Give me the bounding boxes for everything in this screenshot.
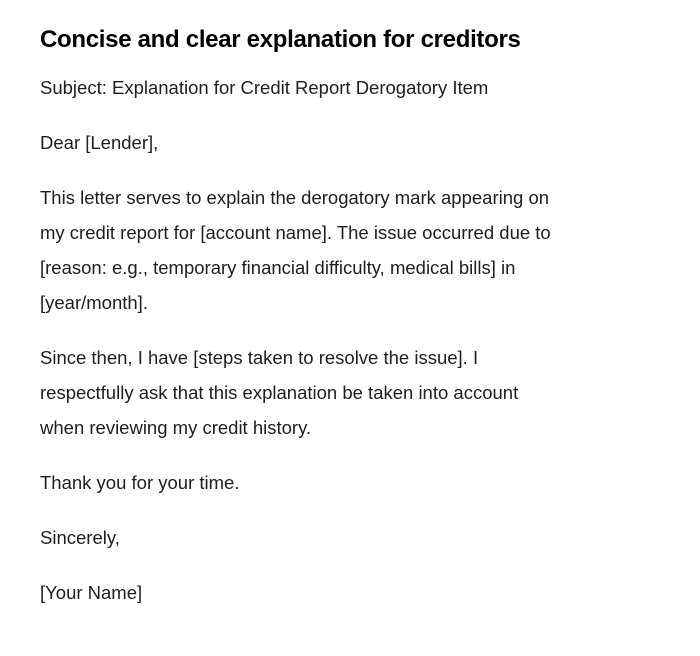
text-line: This letter serves to explain the derogatory mark appearing on <box>40 187 550 208</box>
text-line: Thank you for your time. <box>40 472 240 493</box>
closing-thanks <box>40 465 660 500</box>
body-paragraph-2 <box>40 340 660 445</box>
signoff <box>40 520 660 555</box>
text-line: [Your Name] <box>40 582 143 603</box>
text-line: respectfully ask that this explanation be taken into account <box>40 382 519 403</box>
page-title: Concise and clear explanation for creditors <box>40 26 521 53</box>
subject-line <box>40 70 660 105</box>
text-line: my credit report for [account name]. The issue occurred due to <box>40 222 551 243</box>
text-line: Dear [Lender], <box>40 132 159 153</box>
text-line: Since then, I have [steps taken to resolve the issue]. I <box>40 347 479 368</box>
text-line: Subject: Explanation for Credit Report Derogatory Item <box>40 77 489 98</box>
signature-placeholder <box>40 575 660 610</box>
text-line: [reason: e.g., temporary financial difficulty, medical bills] in <box>40 257 516 278</box>
text-line: Sincerely, <box>40 527 120 548</box>
body-paragraph-1 <box>40 180 660 320</box>
text-line: [year/month]. <box>40 292 148 313</box>
salutation <box>40 125 660 160</box>
text-line: when reviewing my credit history. <box>40 417 312 438</box>
